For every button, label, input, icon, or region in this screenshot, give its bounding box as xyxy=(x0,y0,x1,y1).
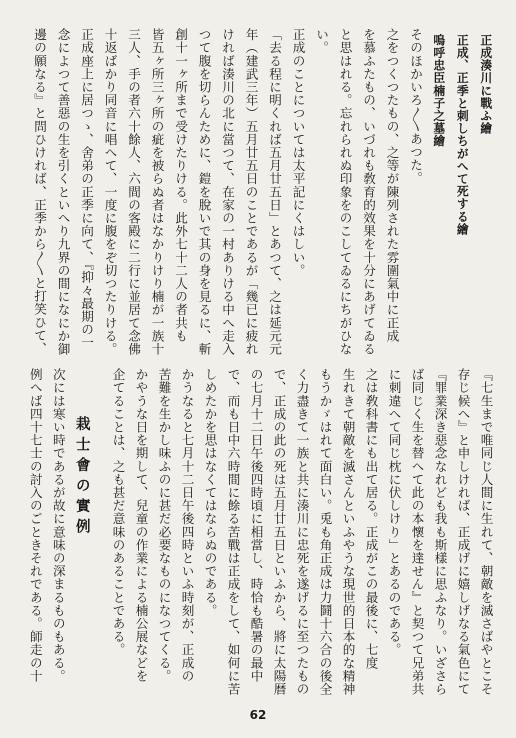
text-column: 念によつて善惡の生を引くといへり九界の間になにか御 xyxy=(55,28,71,356)
text-column: つて腹を切らんために、鎧を脫いで其の身を見るに、斬 xyxy=(196,28,212,356)
section-heading: 栽士會の實例 xyxy=(73,416,91,539)
caption-line: 嗚呼忠臣楠子之墓繪 xyxy=(431,34,446,148)
text-column: 『罪業深き惡念なれども我も斯樣に思ふなり。いざさら xyxy=(432,368,448,696)
text-column: 邊の願なる』と問ひければ、正季から〳〵と打笑ひて、 xyxy=(32,28,48,355)
caption-line: 正成、正季と刺しちがへて死する繪 xyxy=(455,34,470,236)
text-column: と思はれる。忘れられぬ印象をのこしてゐるにちがひな xyxy=(337,28,353,356)
text-column: 皆五ヶ所三ヶ所の疵を被らぬ者はなかりけり楠が一族十 xyxy=(149,28,165,356)
text-column: く力盡きて一族と共に湊川に忠死を遂げるに至つたもの xyxy=(294,368,310,696)
text-column: 生れきて朝敵を滅さんといふやうな現世的日本的な精神 xyxy=(340,368,356,696)
text-column: しめたかを思はなくてはならぬのである。 xyxy=(202,368,218,617)
text-column: 『七生まで唯同じ人間に生れて、朝敵を滅さばやとこそ xyxy=(478,368,494,696)
text-column: 例へば四十七士の討入のごときそれである。師走の十 xyxy=(27,368,43,683)
text-column: 年（建武三年）五月廿五日のことであるが「幾已に疲れ xyxy=(243,28,259,356)
text-column: 之をつくつたもの、之等が陳列された雰圍氣中に正成 xyxy=(384,28,400,343)
text-column: 次には寒い時であるが故に意味の深まるものもある。 xyxy=(50,368,66,683)
text-column: い。 xyxy=(314,28,330,55)
text-column: 十返ばかり同音に唱へて、一度に腹をぞ切つたりける。 xyxy=(102,28,118,356)
text-column: ば同じく生を替へて此の本懷を達せん』と契つて兄弟共 xyxy=(409,368,425,696)
text-column: に刺違へて同じ枕に伏しけり」とあるのである。 xyxy=(386,368,402,657)
text-column: 正成座上に居つゝ、舍弟の正季に向て、『抑々最期の一 xyxy=(79,28,95,350)
text-column: ければ湊川の北に當つて、在家の一村ありける中へ走入 xyxy=(220,28,236,356)
text-column: かうなると七月十二日午後四時といふ時刻が、正成の xyxy=(179,368,195,683)
text-column: で、而も日中六時間に餘る苦戰は正成をして、如何に苦 xyxy=(225,368,241,696)
text-column: 存じ候へ』と申しければ、正成げに嬉しげなる氣色にて xyxy=(455,368,471,696)
text-column: 企てることは、之も甚だ意味のあることである。 xyxy=(110,368,126,657)
text-column: で、正成の此の死は五月廿五日といふから、將に太陽暦 xyxy=(271,368,287,696)
text-column: かやうな日を期して、兒童の作業による楠公展などを xyxy=(133,368,149,683)
text-column: の七月十二日午後四時頃に相當し、時恰も酷暑の最中 xyxy=(248,368,264,683)
text-column: 「去る程に明くれば五月廿五日」とあつて、之は延元元 xyxy=(267,28,283,356)
text-column: を慕ふたもの、いづれも敎育的效果を十分にあげてゐる xyxy=(361,28,377,356)
text-column: そのほかいろ〳〵あつた。 xyxy=(408,28,424,185)
text-column: 苦難を生かし味ふのに甚だ必要なものになつてくる。 xyxy=(156,368,172,683)
text-column: 正成のことについては太平記にくはしい。 xyxy=(290,28,306,277)
text-column: 創十一ヶ所まで受けたりける。此外七十二人の者共も xyxy=(173,28,189,343)
text-column: 三人、手の者六十餘人、六間の客殿に二行に並居て念佛 xyxy=(126,28,142,356)
caption-line: 正成湊川に戰ふ繪 xyxy=(478,34,493,135)
text-column: もうかゞはれて面白い。兎も角正成は力鬪十六合の後全 xyxy=(317,368,333,696)
text-column: 之は敎科書にも出て居る。正成がこの最後に、七度 xyxy=(363,368,379,670)
page-number: 62 xyxy=(249,708,267,722)
